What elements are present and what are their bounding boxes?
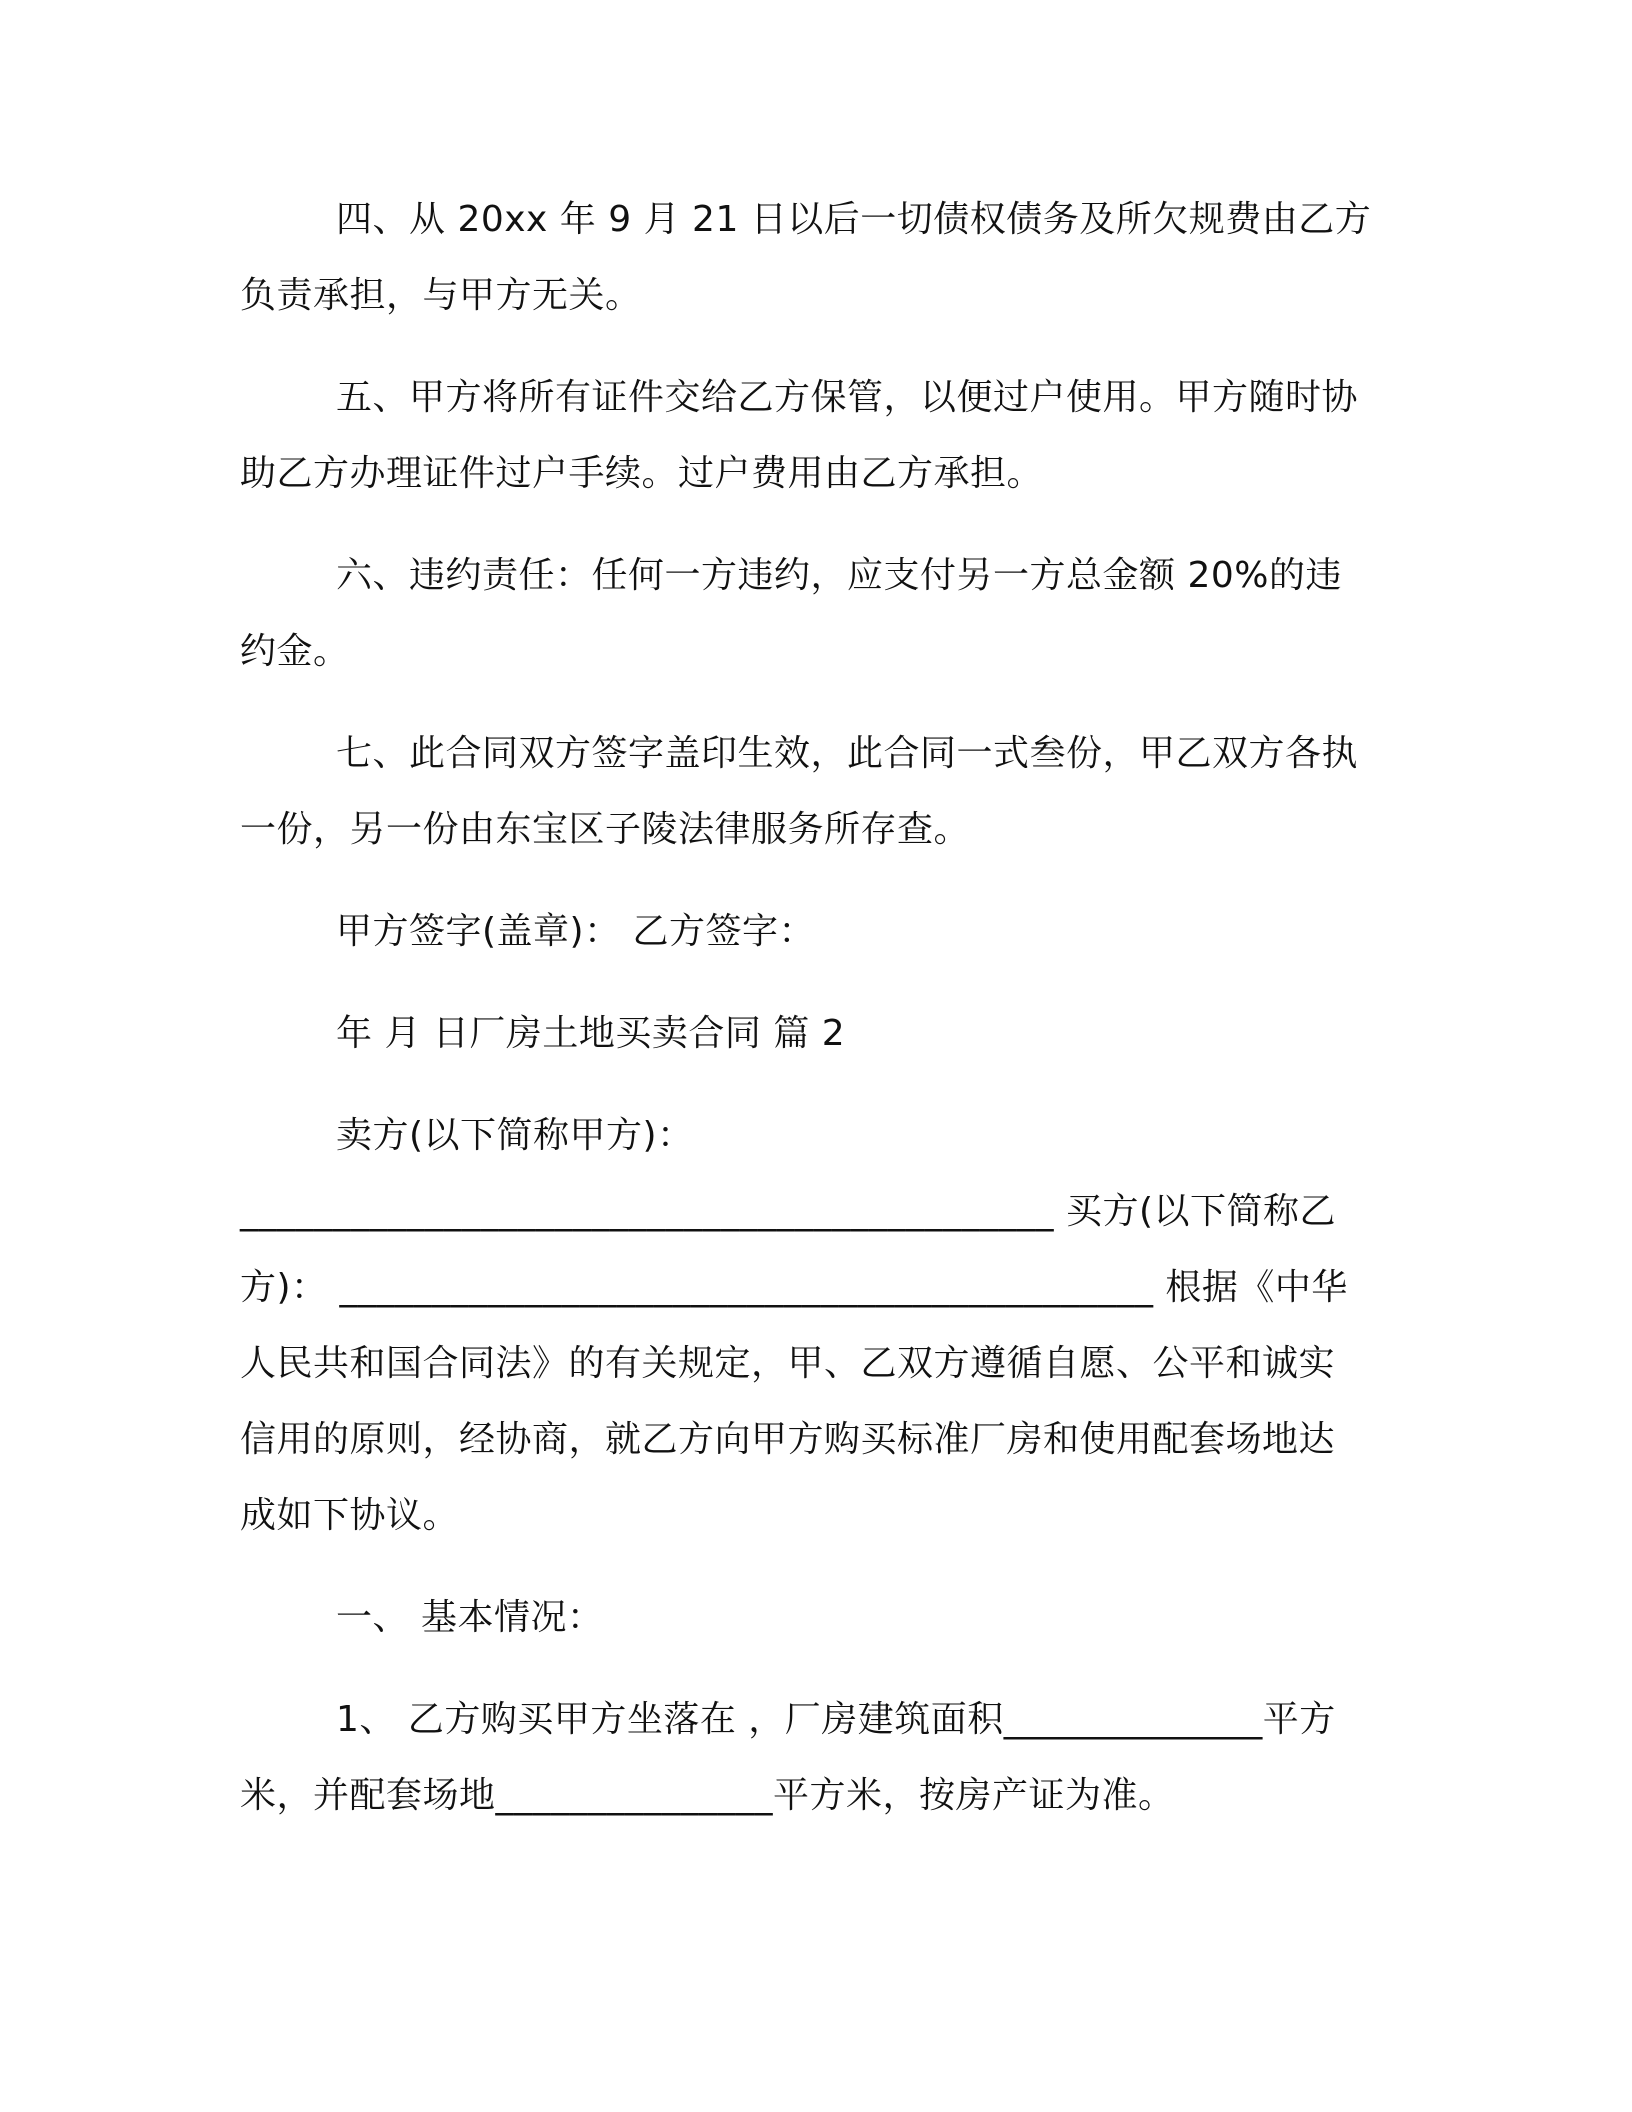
seller-label: 卖方(以下简称甲方)： <box>336 1115 694 1156</box>
preamble-line-3: 人民共和国合同法》的有关规定，甲、乙双方遵循自愿、公平和诚实 <box>240 1343 1336 1384</box>
clause-5-line-2: 助乙方办理证件过户手续。过户费用由乙方承担。 <box>240 453 1044 494</box>
clause-7-line-1: 七、此合同双方签字盖印生效，此合同一式叁份，甲乙双方各执 <box>336 733 1359 774</box>
item-1-line-2: 米，并配套场地_______________平方米，按房产证为准。 <box>240 1775 1175 1816</box>
clause-4-line-1: 四、从 20xx 年 9 月 21 日以后一切债权债务及所欠规费由乙方 <box>336 199 1372 240</box>
clause-7-line-2: 一份，另一份由东宝区子陵法律服务所存查。 <box>240 809 971 850</box>
preamble-line-5: 成如下协议。 <box>240 1495 460 1536</box>
preamble-line-1: ____________________________________________ 买方(以下简称乙 <box>240 1191 1336 1232</box>
preamble-line-2: 方)： ____________________________________________ 根据《中华 <box>240 1267 1348 1308</box>
section-1-heading: 一、 基本情况： <box>336 1597 604 1638</box>
signature-line: 甲方签字(盖章)： 乙方签字： <box>336 911 816 952</box>
clause-6-line-1: 六、违约责任：任何一方违约，应支付另一方总金额 20%的违 <box>336 555 1342 596</box>
clause-6-line-2: 约金。 <box>240 631 350 672</box>
item-1-line-1: 1、 乙方购买甲方坐落在 ，厂房建筑面积______________平方 <box>336 1699 1336 1740</box>
preamble-line-4: 信用的原则，经协商，就乙方向甲方购买标准厂房和使用配套场地达 <box>240 1419 1336 1460</box>
clause-5-line-1: 五、甲方将所有证件交给乙方保管，以便过户使用。甲方随时协 <box>336 377 1359 418</box>
date-and-contract-title: 年 月 日厂房土地买卖合同 篇 2 <box>336 1013 846 1054</box>
clause-4-line-2: 负责承担，与甲方无关。 <box>240 275 642 316</box>
